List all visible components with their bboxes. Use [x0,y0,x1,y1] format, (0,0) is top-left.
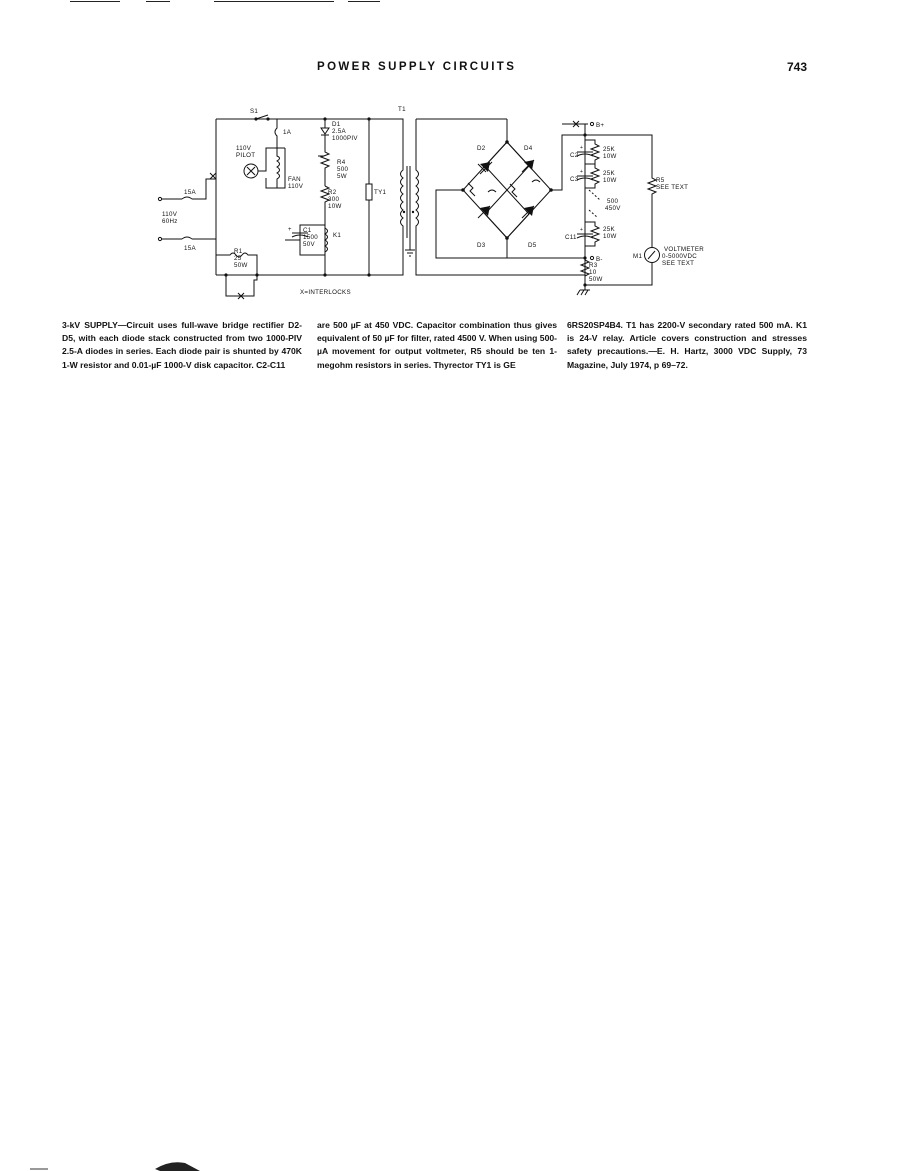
label-pilot-voltage: 110V [236,145,252,152]
label-r1-value: 25 [234,255,242,262]
label-input-voltage: 110V [162,211,178,218]
label-d5: D5 [528,242,537,249]
label-r5-note: SEE TEXT [656,184,689,191]
label-r2: R2 [328,189,337,196]
label-d1: D1 [332,121,341,128]
label-d1-rating-piv: 1000PIV [332,135,358,142]
page-number: 743 [787,60,808,74]
label-r5: R5 [656,177,665,184]
running-head: POWER SUPPLY CIRCUITS [317,61,517,73]
label-c3: C3 [570,176,579,183]
label-fuse-15a-bottom: 15A [184,245,196,252]
label-cap-450v: 450V [605,205,621,212]
label-fuse-15a-top: 15A [184,189,196,196]
label-cap-500: 500 [607,198,619,205]
label-m1: M1 [633,253,643,260]
label-r1: R1 [234,248,243,255]
circuit-schematic [140,100,740,305]
label-res-10w-1: 10W [603,153,617,160]
caption-column-2: are 500 µF at 450 VDC. Capacitor combination thus gives equivalent of 50 µF for filter, rated 4500 V. When using 500-µA movement for output voltmeter, R5 should be ten 1-megohm resistors in series. Thyrector TY1 is GE [317,320,557,370]
label-pilot: PILOT [236,152,256,159]
label-r4: R4 [337,159,346,166]
label-voltmeter-range: 0-5000VDC [662,253,698,260]
label-c1-volts: 50V [303,241,315,248]
label-r4-value: 500 [337,166,349,173]
label-r2-value: 300 [328,196,340,203]
label-fan-voltage: 110V [288,183,304,190]
diode-d2-symbol [478,162,492,174]
svg-text:+: + [288,227,292,233]
label-b-plus: B+ [596,122,605,129]
scan-artifact-top-2 [146,1,170,2]
label-r3-value: 10 [589,269,597,276]
label-c2: C2 [570,152,579,159]
label-k1: K1 [333,232,342,239]
label-r1-watts: 50W [234,262,248,269]
svg-text:+: + [580,227,584,233]
scan-artifact-top-3 [214,1,334,2]
label-res-10w-2: 10W [603,177,617,184]
label-r3: R3 [589,262,598,269]
label-voltmeter: VOLTMETER [664,246,705,253]
label-d2: D2 [477,145,486,152]
label-res-25k-2: 25K [603,170,615,177]
label-ty1: TY1 [374,189,387,196]
label-c11: C11 [565,234,577,241]
svg-text:+: + [580,145,584,151]
label-d3: D3 [477,242,486,249]
label-fan: FAN [288,176,301,183]
label-b-minus: B- [596,256,603,263]
caption-column-1: 3-kV SUPPLY—Circuit uses full-wave bridge rectifier D2-D5, with each diode stack constructed from two 1000-PIV 2.5-A diodes in series. Each diode pair is shunted by 470K 1-W resistor and 0.01-µF 1000-V disk capacitor. C2-C11 [62,320,302,370]
label-r4-watts: 5W [337,173,347,180]
label-interlocks: X=INTERLOCKS [300,289,351,296]
label-res-10w-3: 10W [603,233,617,240]
label-res-25k-1: 25K [603,146,615,153]
caption-column-3: 6RS20SP4B4. T1 has 2200-V secondary rated 500 mA. K1 is 24-V relay. Article covers construction and stresses safety precautions.—E. H. Hartz, 3000 VDC Supply, 73 Magazine, July 1974, p 69–72. [567,320,807,370]
label-input-frequency: 60Hz [162,218,178,225]
svg-text:+: + [580,169,584,175]
label-voltmeter-note: SEE TEXT [662,260,695,267]
scan-artifact-top-4 [348,1,380,2]
scan-artifact-bottom [0,1150,240,1171]
label-s1: S1 [250,108,259,115]
label-res-25k-3: 25K [603,226,615,233]
scan-artifact-top-1 [70,1,120,2]
label-c1: C1 [303,227,312,234]
label-t1: T1 [398,106,406,113]
label-r2-watts: 10W [328,203,342,210]
label-d1-rating-a: 2.5A [332,128,346,135]
label-fuse-1a: 1A [283,129,292,136]
label-d4: D4 [524,145,533,152]
label-c1-value: 1500 [303,234,318,241]
label-r3-watts: 50W [589,276,603,283]
